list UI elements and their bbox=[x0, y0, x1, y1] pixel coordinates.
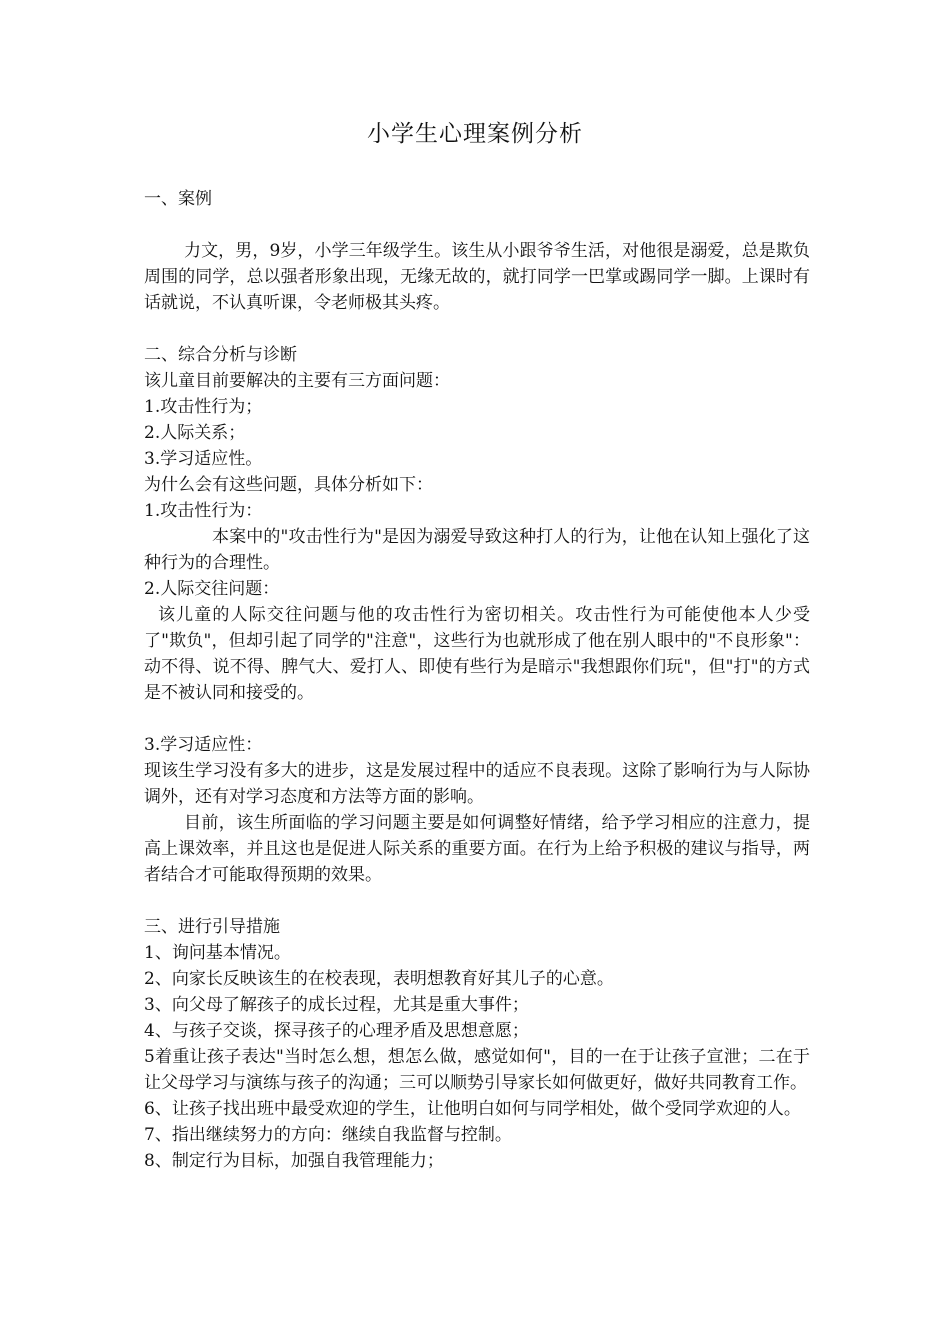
analysis-subheading: 3.学习适应性： bbox=[144, 735, 263, 755]
blank-line bbox=[144, 212, 810, 238]
blank-line bbox=[144, 888, 810, 914]
analysis-subheading: 2.人际交往问题： bbox=[144, 579, 280, 599]
problem-item: 2.人际关系； bbox=[144, 423, 246, 443]
analysis-paragraph: 目前，该生所面临的学习问题主要是如何调整好情绪，给予学习相应的注意力，提高上课效率，并且这也是促进人际关系的重要方面。在行为上给予积极的建议与指导，两者结合才可能取得预期的效果。 bbox=[144, 813, 810, 885]
measure-item: 3、向父母了解孩子的成长过程，尤其是重大事件； bbox=[144, 995, 529, 1015]
document-body bbox=[144, 186, 810, 1174]
blank-line bbox=[144, 316, 810, 342]
analysis-subheading: 1.攻击性行为： bbox=[144, 501, 263, 521]
section-heading-case: 一、案例 bbox=[144, 189, 212, 209]
case-paragraph: 力文，男，9岁，小学三年级学生。该生从小跟爷爷生活，对他很是溺爱，总是欺负周围的同学，总以强者形象出现，无缘无故的，就打同学一巴掌或踢同学一脚。上课时有话就说，不认真听课，令老师极其头疼。 bbox=[144, 241, 810, 313]
section-heading-analysis: 二、综合分析与诊断 bbox=[144, 345, 297, 365]
analysis-paragraph: 本案中的"攻击性行为"是因为溺爱导致这种打人的行为，让他在认知上强化了这种行为的合理性。 bbox=[144, 527, 810, 573]
analysis-paragraph: 现该生学习没有多大的进步，这是发展过程中的适应不良表现。这除了影响行为与人际协调外，还有对学习态度和方法等方面的影响。 bbox=[144, 761, 810, 807]
document-title: 小学生心理案例分析 bbox=[367, 121, 583, 147]
measure-item: 2、向家长反映该生的在校表现，表明想教育好其儿子的心意。 bbox=[144, 969, 614, 989]
measure-item: 8、制定行为目标，加强自我管理能力； bbox=[144, 1151, 444, 1171]
problem-item: 3.学习适应性。 bbox=[144, 449, 263, 469]
measure-item: 1、询问基本情况。 bbox=[144, 943, 291, 963]
analysis-intro: 该儿童目前要解决的主要有三方面问题： bbox=[144, 371, 450, 391]
analysis-paragraph: 该儿童的人际交往问题与他的攻击性行为密切相关。攻击性行为可能使他本人少受了"欺负"，但却引起了同学的"注意"，这些行为也就形成了他在别人眼中的"不良形象"：动不得、说不得、脾气大、爱打人、即使有些行为是暗示"我想跟你们玩"，但"打"的方式是不被认同和接受的。 bbox=[144, 605, 810, 703]
analysis-why: 为什么会有这些问题，具体分析如下： bbox=[144, 475, 433, 495]
measure-item: 6、让孩子找出班中最受欢迎的学生，让他明白如何与同学相处，做个受同学欢迎的人。 bbox=[144, 1099, 801, 1119]
section-heading-measures: 三、进行引导措施 bbox=[144, 917, 280, 937]
blank-line bbox=[144, 706, 810, 732]
measure-item: 4、与孩子交谈，探寻孩子的心理矛盾及思想意愿； bbox=[144, 1021, 529, 1041]
measure-item: 7、指出继续努力的方向：继续自我监督与控制。 bbox=[144, 1125, 512, 1145]
measure-item: 5着重让孩子表达"当时怎么想，想怎么做，感觉如何"，目的一在于让孩子宣泄；二在于让父母学习与演练与孩子的沟通；三可以顺势引导家长如何做更好，做好共同教育工作。 bbox=[144, 1047, 810, 1093]
problem-item: 1.攻击性行为； bbox=[144, 397, 263, 417]
